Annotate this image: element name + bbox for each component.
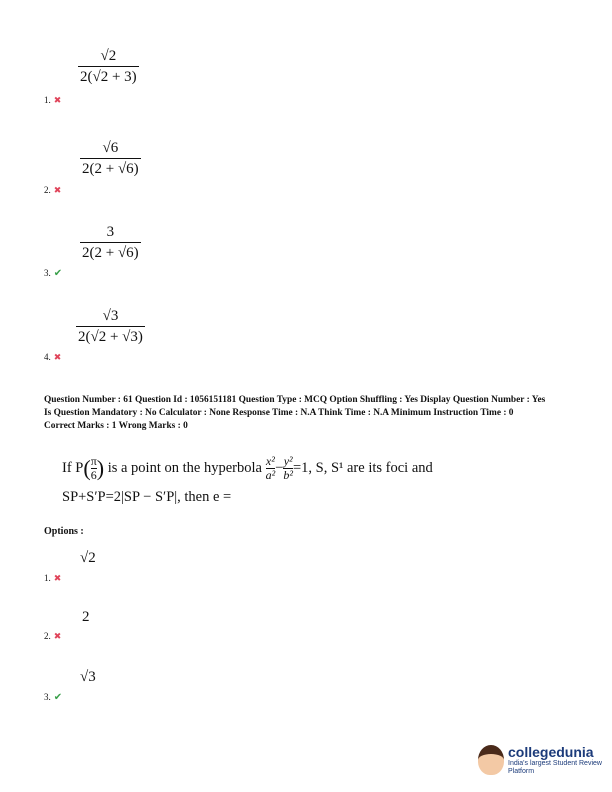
prev-option-3-label bbox=[44, 268, 62, 279]
prev-option-4-label bbox=[44, 352, 61, 363]
numerator: 3 bbox=[106, 224, 115, 240]
question-meta-line-3: Correct Marks : 1 Wrong Marks : 0 bbox=[44, 421, 188, 431]
denominator: 2(2 + √6) bbox=[80, 158, 141, 178]
denominator: b² bbox=[283, 468, 293, 482]
mascot-icon bbox=[478, 745, 504, 775]
denominator: 2(√2 + √3) bbox=[76, 326, 145, 346]
x2-over-a2 bbox=[266, 455, 276, 482]
numerator: √3 bbox=[102, 308, 119, 324]
option-2-value: 2 bbox=[82, 609, 90, 625]
denominator: 2(√2 + 3) bbox=[78, 66, 139, 86]
numerator: √2 bbox=[100, 48, 117, 64]
prev-option-2-fraction bbox=[80, 140, 141, 178]
option-number: 1. bbox=[44, 95, 51, 105]
question-meta-line-1: Question Number : 61 Question Id : 1056151181 Question Type : MCQ Option Shuffling : Yes Display Question Number : Yes bbox=[44, 395, 546, 405]
numerator: x² bbox=[265, 454, 275, 468]
option-number: 1. bbox=[44, 573, 51, 583]
prev-option-1-fraction bbox=[78, 48, 139, 86]
option-2-label bbox=[44, 631, 61, 642]
option-number: 2. bbox=[44, 631, 51, 641]
logo-name: collegedunia bbox=[508, 744, 594, 760]
question-part: =1, S, S¹ are its foci and bbox=[292, 459, 433, 476]
numerator: π bbox=[90, 454, 97, 468]
check-icon: ✔ bbox=[53, 268, 63, 279]
question-part: is a point on the hyperbola bbox=[104, 459, 266, 476]
prev-option-1-label bbox=[44, 95, 61, 106]
option-1-value: √2 bbox=[80, 550, 96, 566]
option-number: 4. bbox=[44, 352, 51, 362]
wrong-icon: ✖ bbox=[53, 352, 62, 362]
question-text-line-2: SP+S′P=2|SP − S′P|, then e = bbox=[62, 489, 232, 505]
numerator: √6 bbox=[102, 140, 119, 156]
prev-option-3-fraction bbox=[80, 224, 141, 262]
option-3-label bbox=[44, 692, 62, 703]
wrong-icon: ✖ bbox=[53, 185, 62, 195]
prev-option-4-fraction bbox=[76, 308, 145, 346]
y2-over-b2 bbox=[283, 455, 293, 482]
option-number: 2. bbox=[44, 185, 51, 195]
option-1-label bbox=[44, 573, 61, 584]
question-text-line-1: If P( $\frac{\pi}{6}$ ) is a point on the hyperbola $\frac{\text{x²}}{\text{a²}}$ − $\frac{\text{y²}}{\text{b²}}$ =1, S, S¹ are its foci and bbox=[62, 454, 433, 482]
option-3-value: √3 bbox=[80, 669, 96, 685]
logo-tagline: India's largest Student Review Platform bbox=[508, 760, 602, 775]
question-part: If P bbox=[62, 459, 84, 476]
question-meta-line-2: Is Question Mandatory : No Calculator : None Response Time : N.A Think Time : N.A Minimum Instruction Time : 0 bbox=[44, 408, 514, 418]
prev-option-2-label bbox=[44, 185, 61, 196]
options-heading: Options : bbox=[44, 526, 84, 537]
numerator: y² bbox=[283, 454, 293, 468]
wrong-icon: ✖ bbox=[53, 573, 62, 583]
minus-sign: − bbox=[275, 459, 284, 476]
option-number: 3. bbox=[44, 692, 51, 702]
denominator: 6 bbox=[90, 468, 97, 482]
option-number: 3. bbox=[44, 268, 51, 278]
wrong-icon: ✖ bbox=[53, 95, 62, 105]
collegedunia-logo bbox=[478, 744, 610, 776]
check-icon: ✔ bbox=[53, 692, 63, 703]
denominator: a² bbox=[265, 468, 276, 482]
wrong-icon: ✖ bbox=[53, 631, 62, 641]
denominator: 2(2 + √6) bbox=[80, 242, 141, 262]
